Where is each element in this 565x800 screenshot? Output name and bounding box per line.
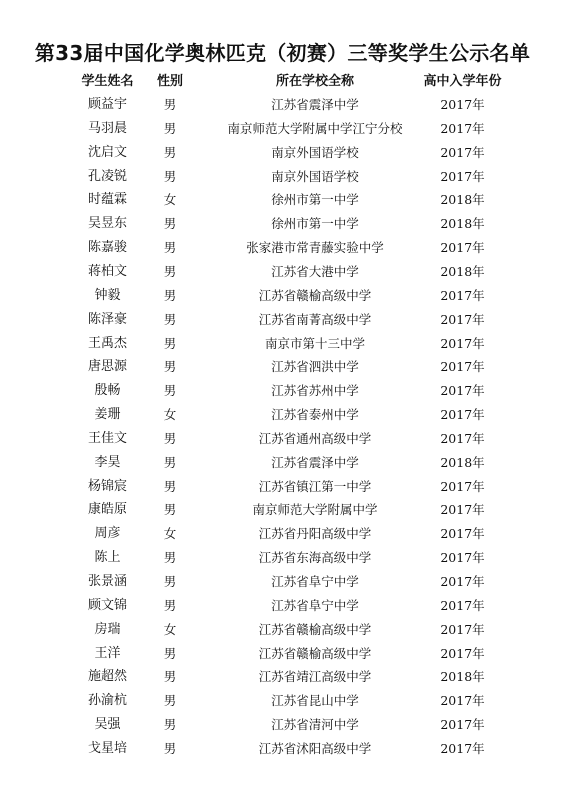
student-gender: 男 (163, 216, 177, 232)
table-row (0, 237, 565, 259)
student-name: 沈启文 (87, 144, 127, 160)
student-year: 2017年 (440, 359, 485, 375)
student-gender: 男 (163, 502, 177, 518)
student-name: 陈上 (94, 550, 121, 566)
table-row (0, 356, 565, 378)
student-year: 2017年 (440, 97, 485, 112)
header-name: 学生姓名 (81, 74, 134, 89)
student-year: 2017年 (440, 740, 485, 756)
student-name: 施超然 (87, 669, 127, 685)
student-gender: 男 (163, 359, 177, 375)
student-school: 南京师范大学附属中学 (252, 502, 378, 518)
student-name: 李昊 (94, 454, 121, 470)
student-school: 江苏省南菁高级中学 (258, 311, 372, 327)
table-row (0, 619, 565, 641)
student-year: 2017年 (440, 407, 485, 423)
student-school: 江苏省赣榆高级中学 (258, 287, 372, 303)
student-school: 江苏省镇江第一中学 (258, 478, 372, 494)
table-row (0, 166, 565, 188)
table-row (0, 118, 565, 140)
student-name: 吴强 (94, 717, 121, 733)
table-row (0, 142, 565, 164)
student-name: 唐思源 (87, 359, 127, 375)
student-name: 顾文锦 (87, 597, 127, 613)
table-row (0, 499, 565, 521)
student-name: 康皓原 (87, 502, 127, 518)
student-year: 2017年 (440, 621, 485, 637)
student-year: 2018年 (440, 216, 485, 232)
table-row (0, 333, 565, 355)
student-name: 戈星培 (87, 740, 127, 756)
table-row (0, 285, 565, 307)
student-gender: 女 (163, 407, 177, 423)
student-gender: 男 (163, 740, 177, 756)
student-gender: 男 (163, 120, 177, 136)
student-year: 2017年 (440, 645, 485, 661)
student-gender: 男 (163, 335, 177, 351)
table-row (0, 380, 565, 402)
student-name: 房瑞 (94, 621, 121, 637)
student-school: 张家港市常青藤实验中学 (246, 240, 384, 256)
student-school: 南京师范大学附属中学江宁分校 (227, 120, 403, 136)
table-row (0, 213, 565, 235)
student-year: 2017年 (440, 240, 485, 256)
student-gender: 男 (163, 478, 177, 494)
student-name: 吴昱东 (87, 216, 127, 232)
table-row (0, 189, 565, 211)
document-title: 第33届中国化学奥林匹克（初赛）三等奖学生公示名单 (34, 41, 531, 65)
student-school: 江苏省震泽中学 (271, 454, 359, 470)
student-gender: 男 (163, 574, 177, 589)
student-school: 江苏省昆山中学 (271, 693, 359, 709)
student-year: 2017年 (440, 478, 485, 494)
student-year: 2017年 (440, 335, 485, 351)
table-row (0, 476, 565, 498)
table-row (0, 643, 565, 665)
student-name: 姜珊 (94, 407, 121, 423)
student-year: 2017年 (440, 311, 485, 327)
student-gender: 男 (163, 717, 177, 733)
table-row (0, 523, 565, 545)
student-name: 马羽晨 (87, 120, 127, 136)
header-gender: 性别 (156, 74, 183, 89)
student-school: 江苏省阜宁中学 (271, 574, 359, 589)
student-gender: 男 (163, 263, 177, 279)
student-gender: 女 (163, 192, 177, 208)
student-year: 2017年 (440, 430, 485, 446)
student-school: 江苏省赣榆高级中学 (258, 645, 372, 661)
table-header (0, 71, 565, 93)
student-gender: 男 (163, 97, 177, 112)
student-school: 江苏省阜宁中学 (271, 597, 359, 613)
table-row (0, 452, 565, 474)
student-gender: 男 (163, 430, 177, 446)
student-year: 2017年 (440, 717, 485, 733)
student-school: 江苏省清河中学 (271, 717, 359, 733)
student-name: 钟毅 (94, 287, 121, 303)
student-year: 2018年 (440, 192, 485, 208)
student-school: 江苏省沭阳高级中学 (258, 740, 372, 756)
student-name: 王佳文 (87, 430, 127, 446)
student-year: 2017年 (440, 502, 485, 518)
student-year: 2017年 (440, 597, 485, 613)
student-name: 王禹杰 (87, 335, 127, 351)
header-school: 所在学校全称 (275, 74, 354, 89)
table-row (0, 714, 565, 736)
student-school: 徐州市第一中学 (271, 216, 359, 232)
table-row (0, 595, 565, 617)
student-gender: 男 (163, 550, 177, 566)
table-row (0, 261, 565, 283)
student-school: 江苏省东海高级中学 (258, 550, 372, 566)
student-name: 周彦 (94, 526, 121, 542)
table-row (0, 571, 565, 593)
student-school: 江苏省泗洪中学 (271, 359, 359, 375)
student-school: 江苏省通州高级中学 (258, 430, 372, 446)
student-school: 徐州市第一中学 (271, 192, 359, 208)
student-gender: 男 (163, 144, 177, 160)
student-school: 江苏省靖江高级中学 (258, 669, 372, 685)
student-name: 孔凌锐 (87, 168, 127, 184)
table-row (0, 666, 565, 688)
student-year: 2017年 (440, 383, 485, 399)
student-name: 时蕴霖 (87, 192, 127, 208)
student-gender: 男 (163, 645, 177, 661)
student-school: 江苏省赣榆高级中学 (258, 621, 372, 637)
student-gender: 女 (163, 621, 177, 637)
student-name: 陈嘉骏 (87, 240, 127, 256)
table-row (0, 690, 565, 712)
header-year: 高中入学年份 (423, 74, 502, 89)
student-gender: 男 (163, 383, 177, 399)
student-year: 2018年 (440, 263, 485, 279)
student-gender: 男 (163, 669, 177, 685)
student-school: 南京市第十三中学 (264, 335, 365, 351)
student-name: 张景涵 (87, 574, 127, 589)
student-name: 杨锦宸 (87, 478, 127, 494)
student-gender: 男 (163, 693, 177, 709)
student-name: 顾益宇 (87, 97, 127, 112)
student-year: 2017年 (440, 550, 485, 566)
student-gender: 男 (163, 311, 177, 327)
student-school: 江苏省震泽中学 (271, 97, 359, 112)
table-row (0, 738, 565, 760)
student-year: 2017年 (440, 168, 485, 184)
student-year: 2017年 (440, 574, 485, 589)
student-year: 2018年 (440, 669, 485, 685)
student-year: 2017年 (440, 287, 485, 303)
table-row (0, 428, 565, 450)
student-year: 2017年 (440, 693, 485, 709)
student-school: 江苏省苏州中学 (271, 383, 359, 399)
table-row (0, 547, 565, 569)
student-school: 南京外国语学校 (271, 144, 359, 160)
student-year: 2017年 (440, 144, 485, 160)
table-row (0, 404, 565, 426)
student-gender: 男 (163, 240, 177, 256)
table-row (0, 94, 565, 116)
student-name: 蒋柏文 (87, 263, 127, 279)
student-gender: 男 (163, 287, 177, 303)
student-name: 陈泽豪 (87, 311, 127, 327)
student-year: 2017年 (440, 526, 485, 542)
student-year: 2017年 (440, 120, 485, 136)
student-school: 江苏省泰州中学 (271, 407, 359, 423)
student-school: 南京外国语学校 (271, 168, 359, 184)
student-school: 江苏省大港中学 (271, 263, 359, 279)
student-name: 孙渝杭 (87, 693, 127, 709)
student-gender: 男 (163, 597, 177, 613)
student-name: 王洋 (94, 645, 121, 661)
student-gender: 女 (163, 526, 177, 542)
student-gender: 男 (163, 168, 177, 184)
student-school: 江苏省丹阳高级中学 (258, 526, 372, 542)
student-name: 殷畅 (94, 383, 121, 399)
student-gender: 男 (163, 454, 177, 470)
table-row (0, 309, 565, 331)
student-year: 2018年 (440, 454, 485, 470)
